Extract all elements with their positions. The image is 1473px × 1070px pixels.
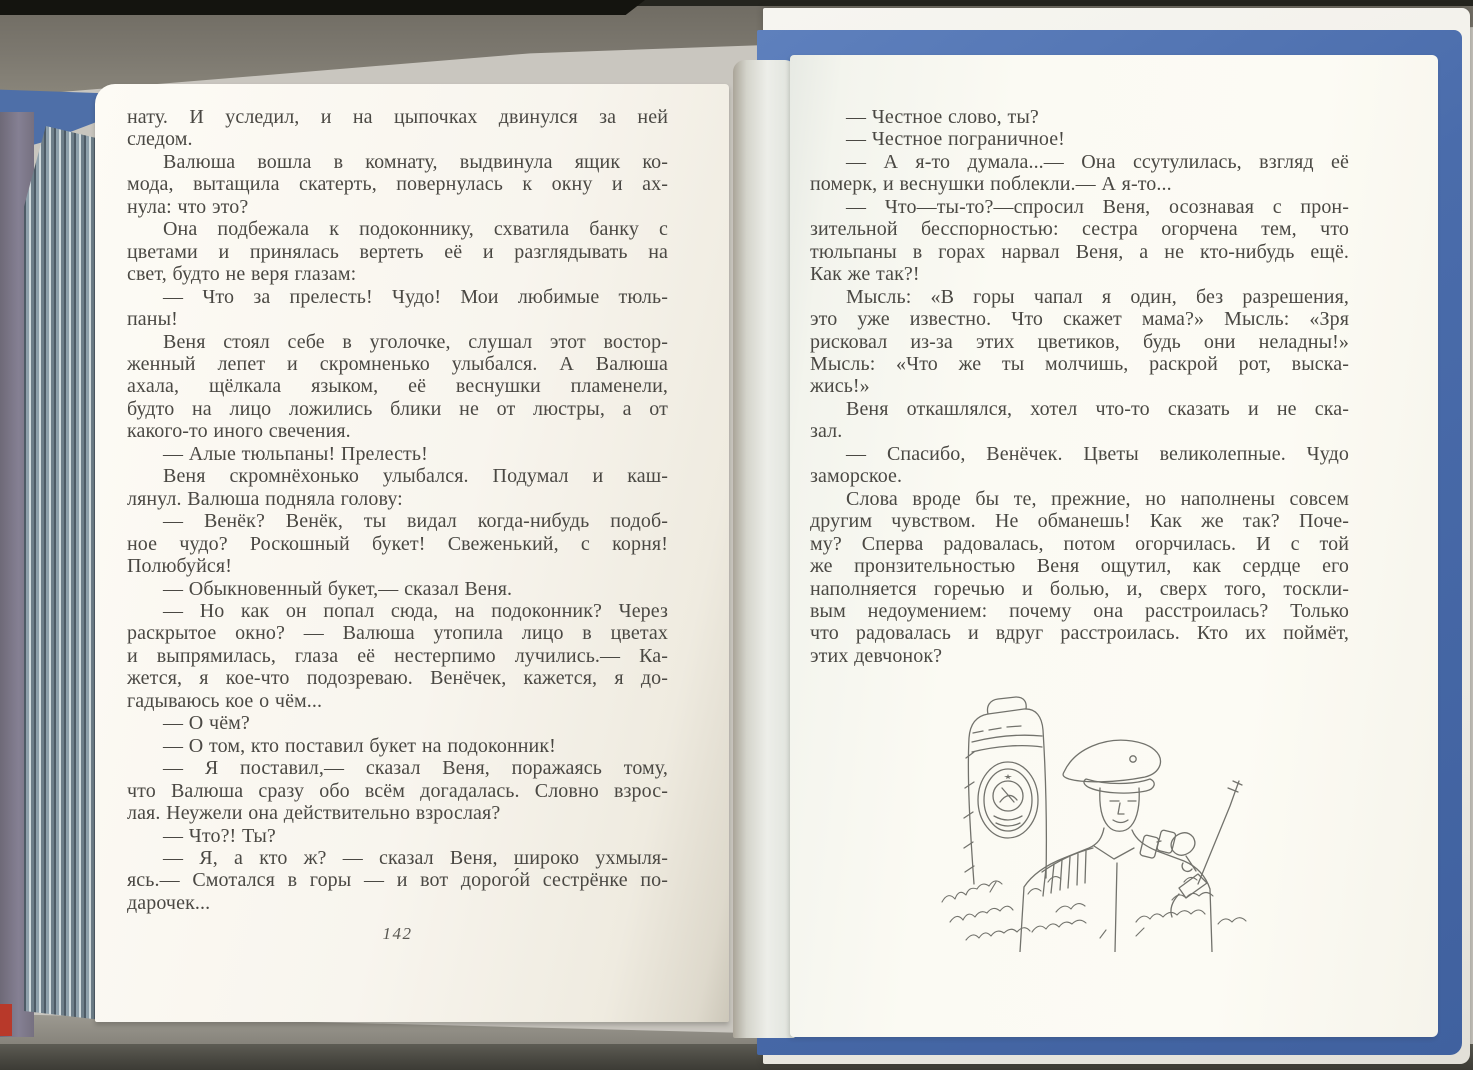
text-line: Мысль: «В горы чапал я один, без разрешения, — [846, 285, 1349, 308]
text-line: следом. — [127, 128, 193, 151]
text-line: — О чём? — [163, 712, 250, 735]
text-line: зал. — [810, 420, 843, 443]
text-line: этих девчонок? — [810, 644, 943, 667]
text-line: что Валюша сразу обо всём догадалась. Словно взрос- — [127, 779, 668, 802]
text-line: — Что—ты-то?—спросил Веня, осознавая с прон- — [846, 195, 1349, 218]
text-line: — Спасибо, Венёчек. Цветы великолепные. Чудо — [846, 442, 1349, 465]
text-line: мода, вытащила скатерть, повернулась к окну и ах- — [127, 173, 668, 196]
text-line: тюльпаны в горах нарвал Веня, а не кто-нибудь ещё. — [810, 240, 1349, 263]
text-line: это уже известно. Что скажет мама?» Мысль: «Зря — [810, 308, 1349, 331]
text-line: рисковал из-за этих цветиков, будь они неладны!» — [810, 330, 1349, 353]
text-line: ахала, щёлкала языком, её веснушки пламенели, — [127, 375, 668, 398]
text-line: — Честное пограничное! — [846, 128, 1065, 151]
left-page-text — [127, 106, 668, 914]
text-line: — Что?! Ты? — [163, 824, 276, 847]
text-line: — Я, а кто ж? — сказал Веня, широко ухмыля- — [163, 846, 668, 869]
text-line: жется, я кое-что подозреваю. Венёчек, кажется, я до- — [127, 667, 668, 690]
text-line: Валюша вошла в комнату, выдвинула ящик ко- — [163, 150, 668, 173]
text-line: лая. Неужели она действительно взрослая? — [127, 802, 501, 825]
text-line: — Венёк? Венёк, ты видал когда-нибудь подоб- — [163, 510, 668, 533]
text-line: Как же так?! — [810, 263, 920, 286]
text-line: Слова вроде бы те, прежние, но наполнены совсем — [846, 487, 1349, 510]
text-line: ное чудо? Роскошный букет! Свеженький, с корня! — [127, 532, 668, 555]
text-line: — Что за прелесть! Чудо! Мои любимые тюль- — [163, 285, 668, 308]
text-line: заморское. — [810, 465, 903, 488]
text-line: Она подбежала к подоконнику, схватила банку с — [163, 218, 668, 241]
text-line: свет, будто не веря глазам: — [127, 263, 357, 286]
text-line: — Я поставил,— сказал Веня, поражаясь тому, — [163, 757, 668, 780]
text-line: му? Сперва радовалась, потом огорчилась. И с той — [810, 532, 1349, 555]
text-line: — Но как он попал сюда, на подоконник? Через — [163, 599, 668, 622]
frontier-post-icon — [964, 697, 1046, 884]
text-line: будто на лицо ложились блики не от люстры, а от — [127, 397, 668, 420]
text-line: раскрытое окно? — Валюша утопила лицо в цветах — [127, 622, 668, 645]
text-line: — О том, кто поставил букет на подоконник! — [163, 734, 556, 757]
rifle-icon — [1171, 781, 1242, 917]
text-line: другим чувством. Не обманешь! Как же так? Поче- — [810, 510, 1349, 533]
text-line: какого-то иного свечения. — [127, 420, 351, 443]
text-line: — А я-то думала...— Она ссутулилась, взгляд её — [846, 150, 1349, 173]
text-line: дарочек... — [127, 891, 211, 914]
text-line: Веня скромнёхонько улыбался. Подумал и каш- — [163, 465, 668, 488]
text-line: же пронзительностью Веня ощутил, как сердце его — [810, 555, 1349, 578]
text-line: — Обыкновенный букет,— сказал Веня. — [163, 577, 513, 600]
text-line: померк, и веснушки поблекли.— А я-то... — [810, 173, 1172, 196]
text-line: Полюбуйся! — [127, 555, 232, 578]
text-line: нула: что это? — [127, 195, 249, 218]
page-number: 142 — [382, 924, 413, 943]
text-line: лянул. Валюша подняла голову: — [127, 487, 403, 510]
bushes-sketch — [942, 877, 1246, 940]
text-line: зительной бесспорностью: сестра огорчена тем, что — [810, 218, 1349, 241]
border-guard-illustration — [936, 686, 1264, 952]
text-line: гадываюсь кое о чём... — [127, 689, 323, 712]
text-line: наполняется горечью и болью, и, сверх того, тоскли- — [810, 577, 1349, 600]
text-line: вым недоумением: почему она расстроилась? Только — [810, 599, 1349, 622]
text-line: — Честное слово, ты? — [846, 106, 1039, 128]
text-line: Веня откашлялся, хотел что-то сказать и не ска- — [846, 397, 1349, 420]
text-line: и выпрямилась, глаза её нестерпимо лучились.— Ка- — [127, 644, 668, 667]
text-line: что радовалась и вдруг расстроилась. Кто их поймёт, — [810, 622, 1349, 645]
spine-fold — [733, 60, 795, 1038]
border-guard-figure — [1020, 740, 1242, 952]
right-page-text — [810, 106, 1349, 667]
text-line: паны! — [127, 308, 178, 331]
text-line: Мысль: «Что же ты молчишь, раскрой рот, выска- — [810, 352, 1349, 375]
page-edges-stack — [24, 126, 102, 1020]
page-edge-red-mark — [0, 1004, 12, 1036]
text-line: женный лепет и скромненько улыбался. А Валюша — [127, 352, 668, 375]
text-line: ясь.— Смотался в горы — и вот дорого́й сестрёнке по- — [127, 869, 668, 892]
text-line: — Алые тюльпаны! Прелесть! — [163, 442, 428, 465]
text-line: цветами и принялась вертеть её и разглядывать на — [127, 240, 668, 263]
text-line: Веня стоял себе в уголочке, слушал этот востор- — [163, 330, 668, 353]
text-line: нату. И уследил, и на цыпочках двинулся за ней — [127, 106, 668, 128]
text-line: жись!» — [810, 375, 870, 398]
scan-edge-top-left — [0, 0, 645, 15]
border-guard-sketch-svg — [936, 686, 1264, 952]
